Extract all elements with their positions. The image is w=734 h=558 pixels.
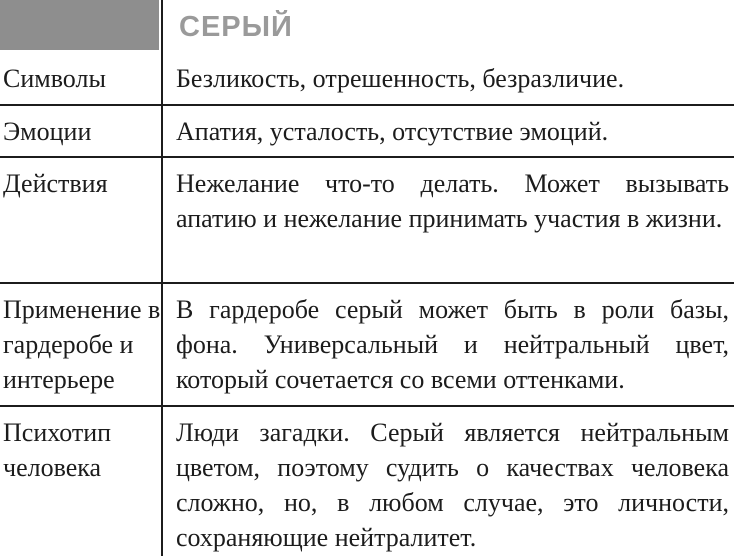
header-row <box>0 0 734 52</box>
row-label: Эмоции <box>3 116 92 146</box>
row-label: Применение в гардеробе и интерьере <box>3 295 161 394</box>
table-row <box>0 284 734 407</box>
table-row <box>0 158 734 284</box>
row-text: Безликость, отрешенность, безразличие. <box>176 63 625 93</box>
row-label: Психотип человека <box>3 418 112 482</box>
row-text: Апатия, усталость, отсутствие эмоций. <box>176 116 609 146</box>
row-label: Действия <box>3 169 108 198</box>
table-row <box>0 407 734 558</box>
color-title: СЕРЫЙ <box>179 11 293 43</box>
header-swatch-cell <box>0 0 162 52</box>
row-label: Символы <box>3 63 106 93</box>
row-text: В гардеробе серый может быть в роли базы, фона. Универсальный и нейтральный цвет, который сочетается со всеми оттенками. <box>176 295 729 394</box>
row-text: Нежелание что-то делать. Может вызывать апатию и нежелание принимать участия в жизни. <box>176 169 729 233</box>
column-divider <box>161 0 163 556</box>
table-row <box>0 106 734 158</box>
row-text: Люди загадки. Серый является нейтральным цветом, поэтому судить о качествах человека сложно, но, в любом случае, это личности, сохраняющие нейтралитет. <box>176 418 729 552</box>
gray-color-swatch <box>0 0 159 50</box>
table-row <box>0 52 734 106</box>
